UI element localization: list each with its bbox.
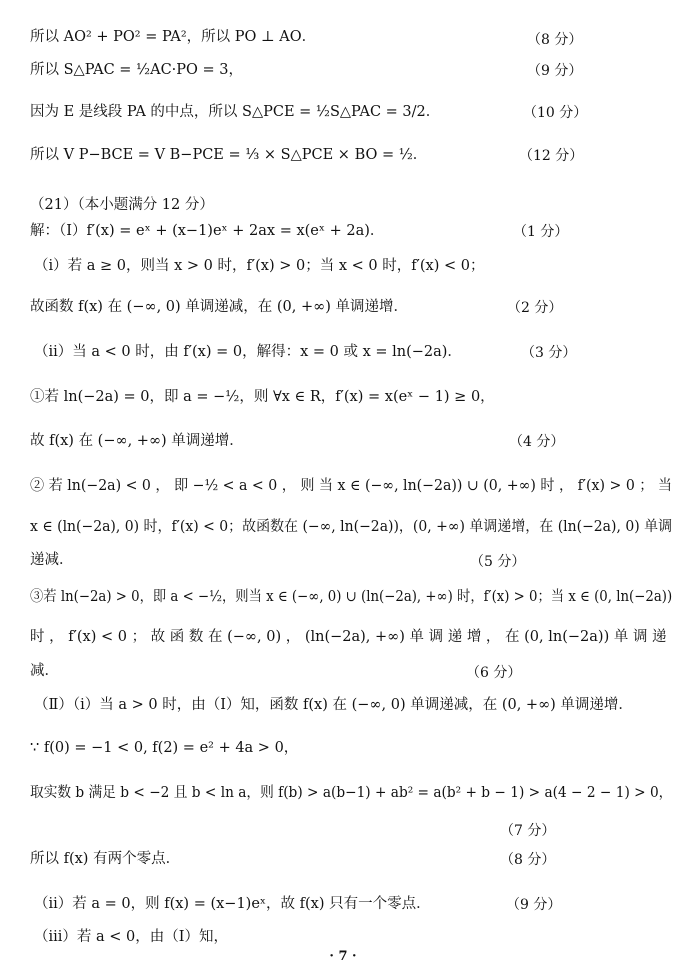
line-text: （Ⅱ）（i）当 a > 0 时，由（Ⅰ）知，函数 f(x) 在 (−∞, 0) 单调递减，在 (0, +∞) 单调递增．	[34, 697, 633, 713]
line-text: （ii）当 a < 0 时，由 f′(x) = 0，解得：x = 0 或 x = ln(−2a)．	[34, 344, 462, 360]
line-text: 递减．	[30, 552, 74, 568]
score-label: （2 分）	[507, 300, 563, 316]
text-line	[30, 387, 672, 407]
line-text: （iii）若 a < 0，由（Ⅰ）知，	[34, 929, 228, 945]
line-text: 故函数 f(x) 在 (−∞, 0) 单调递减，在 (0, +∞) 单调递增．	[30, 299, 408, 315]
line-text: （i）若 a ≥ 0，则当 x > 0 时，f′(x) > 0；当 x < 0 时，f′(x) < 0；	[34, 258, 485, 274]
text-line	[30, 517, 672, 537]
text-line	[34, 927, 672, 947]
score-label: （7 分）	[500, 823, 556, 839]
line-text: 因为 E 是线段 PA 的中点，所以 S△PCE = ½S△PAC = 3/2．	[30, 104, 441, 120]
text-line	[30, 297, 672, 317]
score-label: （6 分）	[466, 665, 522, 681]
page-number: · 7 ·	[329, 949, 357, 964]
line-text: 时 ， f′(x) < 0 ； 故 函 数 在 (−∞, 0) ， (ln(−2a), +∞) 单 调 递 增 ， 在 (0, ln(−2a)) 单 调 递	[30, 629, 667, 645]
line-text: 所以 AO² + PO² = PA²，所以 PO ⊥ AO．	[30, 29, 317, 45]
score-label: （5 分）	[470, 554, 526, 570]
text-line	[30, 476, 672, 496]
score-label: （8 分）	[527, 32, 583, 48]
text-line	[30, 550, 672, 570]
line-text: 所以 f(x) 有两个零点．	[30, 851, 181, 867]
text-line	[30, 738, 672, 758]
line-text: 故 f(x) 在 (−∞, +∞) 单调递增．	[30, 433, 244, 449]
line-text: 减．	[30, 663, 59, 679]
text-line	[34, 256, 672, 276]
score-label: （8 分）	[500, 852, 556, 868]
score-label: （3 分）	[521, 345, 577, 361]
text-line	[30, 783, 672, 803]
text-line	[34, 894, 672, 914]
text-line	[30, 195, 672, 215]
score-label: （9 分）	[527, 63, 583, 79]
line-text: （ii）若 a = 0，则 f(x) = (x−1)eˣ，故 f(x) 只有一个零点．	[34, 896, 431, 912]
line-text: ② 若 ln(−2a) < 0 ， 即 −½ < a < 0 ， 则 当 x ∈ (−∞, ln(−2a)) ∪ (0, +∞) 时 ， f′(x) > 0 ； 当	[30, 478, 673, 494]
score-label: （9 分）	[506, 897, 562, 913]
line-text: 所以 S△PAC = ½AC·PO = 3，	[30, 62, 244, 78]
line-text: ③若 ln(−2a) > 0，即 a < −½，则当 x ∈ (−∞, 0) ∪ (ln(−2a), +∞) 时，f′(x) > 0；当 x ∈ (0, ln(−2a))	[30, 589, 673, 605]
text-line	[30, 587, 672, 607]
line-text: ∵ f(0) = −1 < 0, f(2) = e² + 4a > 0，	[30, 740, 299, 756]
text-line	[30, 627, 672, 647]
text-line	[30, 431, 672, 451]
score-label: （1 分）	[513, 224, 569, 240]
line-text: 解：（Ⅰ）f′(x) = eˣ + (x−1)eˣ + 2ax = x(eˣ + 2a)．	[30, 223, 385, 239]
line-text: （21）（本小题满分 12 分）	[30, 197, 214, 213]
score-label: （12 分）	[519, 148, 584, 164]
line-text: ①若 ln(−2a) = 0，即 a = −½，则 ∀x ∈ R，f′(x) = x(eˣ − 1) ≥ 0，	[30, 389, 495, 405]
line-text: 所以 V P−BCE = V B−PCE = ⅓ × S△PCE × BO = ½．	[30, 147, 428, 163]
score-label: （4 分）	[509, 434, 565, 450]
text-line	[34, 695, 672, 715]
score-label: （10 分）	[523, 105, 588, 121]
text-line	[30, 849, 672, 869]
text-line	[30, 221, 672, 241]
line-text: x ∈ (ln(−2a), 0) 时，f′(x) < 0；故函数在 (−∞, ln(−2a))，(0, +∞) 单调递增，在 (ln(−2a), 0) 单调	[30, 519, 673, 535]
text-line	[30, 661, 672, 681]
line-text: 取实数 b 满足 b < −2 且 b < ln a，则 f(b) > a(b−1) + ab² = a(b² + b − 1) > a(4 − 2 − 1) > 0，	[30, 785, 673, 801]
